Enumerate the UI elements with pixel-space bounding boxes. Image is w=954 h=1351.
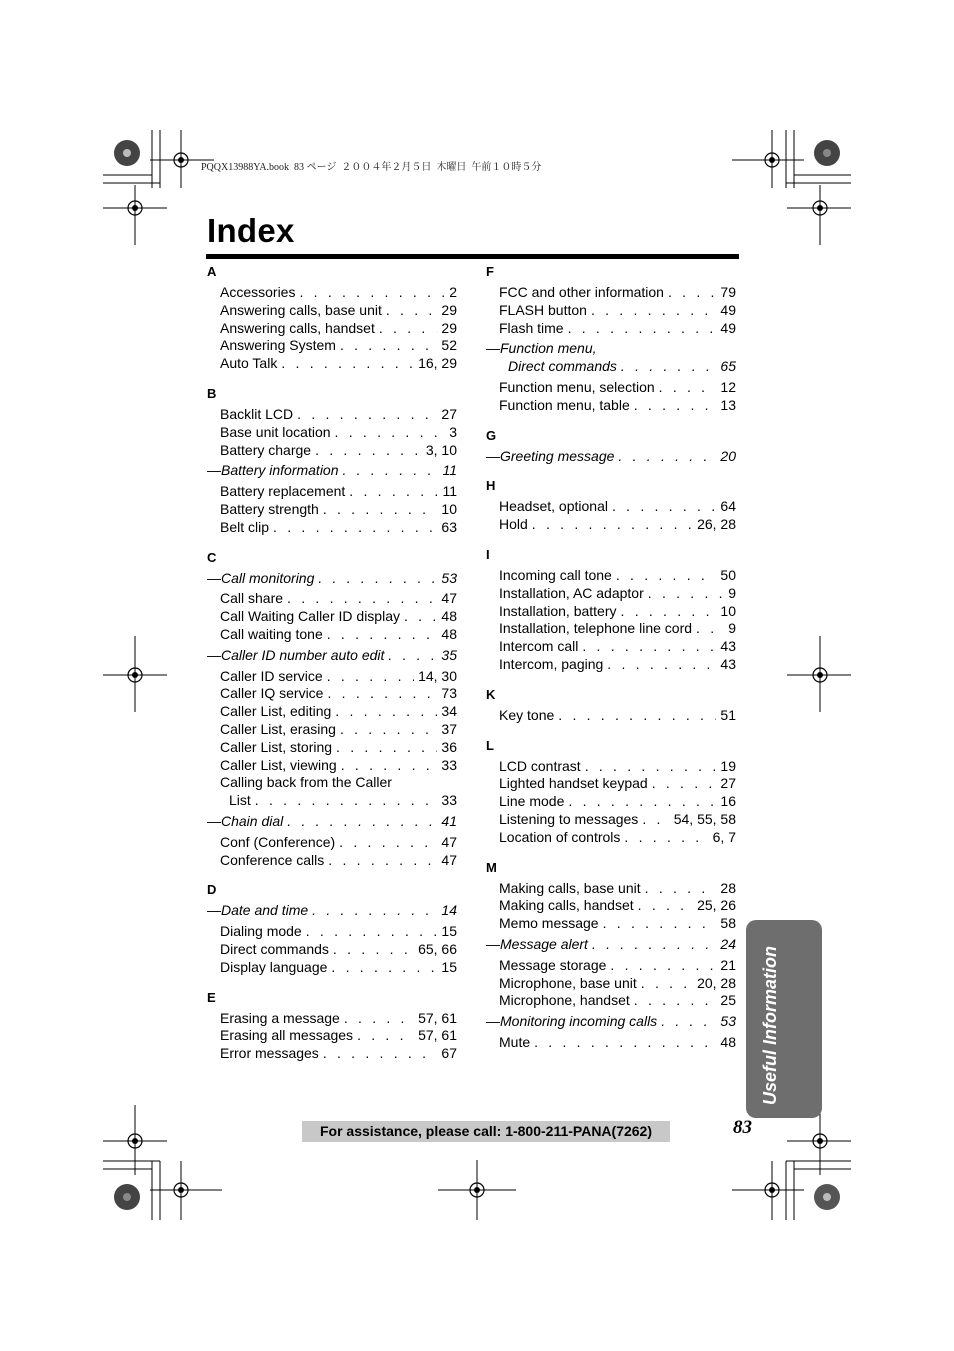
index-entry-pages: 14 (441, 902, 457, 919)
index-entry (207, 941, 457, 959)
index-entry-label: Lighted handset keypad (499, 775, 648, 792)
index-entry (486, 567, 736, 585)
dot-leader (327, 626, 438, 644)
index-entry (207, 792, 457, 810)
index-group (207, 263, 457, 373)
index-entry (486, 957, 736, 975)
index-entry-label: Auto Talk (220, 355, 278, 372)
index-entry-label: Call Waiting Caller ID display (220, 608, 400, 625)
dot-leader (621, 603, 717, 621)
index-group (486, 427, 736, 466)
index-entry (207, 902, 457, 920)
index-entry-pages: 6, 7 (712, 828, 736, 845)
index-entry (207, 1027, 457, 1045)
index-entry-pages: 48 (441, 608, 457, 625)
index-group (207, 881, 457, 976)
index-entry-pages: 25, 26 (697, 897, 736, 914)
dot-leader (281, 355, 414, 373)
index-entry-pages: 20, 28 (697, 974, 736, 991)
dot-leader (585, 758, 717, 776)
index-entry (207, 668, 457, 686)
index-entry (486, 1034, 736, 1052)
index-entry (486, 897, 736, 915)
dot-leader (327, 668, 414, 686)
index-group (486, 737, 736, 847)
dot-leader (568, 793, 716, 811)
index-entry-label: Accessories (220, 284, 296, 300)
index-letter-heading: A (207, 264, 217, 279)
index-entry-label: Function menu, selection (499, 378, 655, 395)
dot-leader (634, 397, 717, 415)
index-entry-label: Backlit LCD (220, 405, 294, 422)
dot-leader (642, 811, 669, 829)
index-entry-pages: 47 (441, 590, 457, 607)
index-entry (207, 703, 457, 721)
index-entry-label: FCC and other information (499, 284, 664, 300)
index-entry-label: Call waiting tone (220, 625, 323, 642)
index-entry (207, 442, 457, 460)
index-entry-pages: 41 (441, 812, 457, 829)
dot-leader (340, 721, 437, 739)
index-entry-pages: 57, 61 (418, 1027, 457, 1044)
index-entry (486, 620, 736, 638)
index-entry-pages: 25 (720, 992, 736, 1009)
index-entry-label: Making calls, handset (499, 897, 634, 914)
dot-leader (328, 852, 437, 870)
index-entry-label: Installation, AC adaptor (499, 584, 644, 601)
index-entry-label: Belt clip (220, 518, 270, 535)
index-entry-label: Erasing a message (220, 1009, 340, 1026)
dot-leader (357, 1027, 414, 1045)
index-entry (207, 570, 457, 588)
print-slug: PQQX13988YA.book 83 ページ ２００４年２月５日 木曜日 午前１０時５分 (201, 162, 542, 173)
index-letter-heading: I (486, 546, 490, 562)
index-entry-label: Location of controls (499, 828, 621, 845)
index-entry (486, 829, 736, 847)
index-entry (207, 757, 457, 775)
index-entry-pages: 79 (720, 284, 736, 300)
index-entry-label: FLASH button (499, 301, 587, 318)
dot-leader (618, 448, 716, 466)
index-entry-label: Caller List, storing (220, 738, 333, 755)
index-entry (486, 793, 736, 811)
index-entry-label: Headset, optional (499, 498, 608, 515)
index-entry-pages: 24 (720, 935, 736, 952)
dot-leader (327, 685, 437, 703)
index-entry (486, 975, 736, 993)
index-entry-pages: 73 (441, 685, 457, 702)
dot-leader (534, 1034, 716, 1052)
title-rule (206, 254, 739, 259)
index-entry-pages: 11 (442, 483, 457, 500)
index-entry (207, 424, 457, 442)
index-entry (207, 337, 457, 355)
index-entry (207, 1010, 457, 1028)
dot-leader (532, 516, 693, 534)
index-entry-label: Erasing all messages (220, 1027, 354, 1044)
index-entry-label: Caller List, editing (220, 703, 332, 720)
dot-leader (568, 320, 717, 338)
index-entry-pages: 37 (441, 720, 457, 737)
index-entry (207, 774, 457, 792)
index-entry-pages: 34 (441, 703, 457, 720)
index-entry-pages: 9 (728, 620, 736, 637)
dot-leader (558, 707, 716, 725)
index-entry-pages: 49 (720, 301, 736, 318)
index-entry (486, 915, 736, 933)
index-letter-heading: F (486, 264, 494, 279)
index-group (207, 385, 457, 537)
dot-leader (621, 358, 717, 376)
dot-leader (388, 647, 437, 665)
index-entry-label: Function menu, table (499, 396, 630, 413)
index-entry-label: — Caller ID number auto edit (207, 647, 384, 665)
index-entry (486, 936, 736, 954)
index-entry (486, 638, 736, 656)
index-entry-label: Conference calls (220, 851, 325, 868)
index-group (486, 263, 736, 415)
index-entry-pages: 53 (720, 1013, 736, 1030)
dot-leader (299, 284, 445, 302)
index-entry (486, 1013, 736, 1031)
index-entry-pages: 29 (441, 319, 457, 336)
index-entry-pages: 48 (441, 625, 457, 642)
index-entry (207, 685, 457, 703)
index-entry-label: Conf (Conference) (220, 833, 336, 850)
index-entry-label: Battery charge (220, 441, 312, 458)
index-entry-label: Caller ID service (220, 667, 323, 684)
index-entry (486, 656, 736, 674)
index-entry-pages: 65 (720, 358, 736, 375)
index-entry-pages: 64 (720, 498, 736, 515)
dot-leader (287, 590, 437, 608)
index-entry-pages: 67 (441, 1045, 457, 1062)
index-entry-label: Direct commands (220, 940, 329, 957)
index-entry (207, 852, 457, 870)
section-side-tab-label: Useful Information (760, 945, 780, 1105)
index-entry-pages: 50 (720, 566, 736, 583)
dot-leader (344, 1010, 414, 1028)
index-entry-label: LCD contrast (499, 757, 581, 774)
index-entry-label: Caller List, viewing (220, 756, 337, 773)
index-entry (207, 501, 457, 519)
index-entry-label: Flash time (499, 319, 564, 336)
index-entry-pages: 36 (441, 738, 457, 755)
index-entry-label: — Greeting message (486, 448, 614, 466)
index-entry-label: Battery replacement (220, 483, 346, 500)
index-entry-label: — Monitoring incoming calls (486, 1013, 657, 1031)
index-entry-pages: 53 (441, 569, 457, 586)
index-entry (207, 834, 457, 852)
dot-leader (610, 957, 716, 975)
index-entry-label: Direct commands (508, 358, 617, 375)
index-letter-heading: G (486, 427, 497, 443)
index-entry-pages: 47 (441, 851, 457, 868)
index-entry-label: Battery strength (220, 500, 319, 517)
index-entry-label: Making calls, base unit (499, 879, 641, 896)
dot-leader (297, 406, 437, 424)
dot-leader (661, 1013, 716, 1031)
index-entry-label: Call share (220, 590, 284, 607)
dot-leader (386, 302, 438, 320)
index-entry-pages: 3, 10 (425, 441, 457, 458)
index-entry-pages: 48 (720, 1033, 736, 1050)
index-entry-label: List (229, 792, 251, 809)
index-letter-heading: D (207, 882, 217, 898)
index-entry-label: Hold (499, 516, 528, 533)
dot-leader (582, 638, 716, 656)
page-number: 83 (733, 1117, 752, 1138)
index-entry (486, 379, 736, 397)
index-group (486, 546, 736, 674)
dot-leader (592, 936, 716, 954)
index-entry-label: Answering calls, handset (220, 319, 375, 336)
index-entry-label: Dialing mode (220, 923, 302, 940)
index-entry-pages: 43 (720, 655, 736, 672)
dot-leader (668, 284, 716, 302)
index-entry (486, 811, 736, 829)
dot-leader (323, 501, 438, 519)
index-letter-heading: K (486, 686, 496, 702)
dot-leader (340, 337, 437, 355)
dot-leader (616, 567, 717, 585)
index-entry-pages: 43 (720, 638, 736, 655)
index-letter-heading: B (207, 385, 217, 401)
index-entry (486, 340, 736, 358)
index-entry (486, 448, 736, 466)
index-entry-pages: 13 (720, 396, 736, 413)
dot-leader (341, 757, 438, 775)
index-entry (207, 813, 457, 831)
index-entry-pages: 16, 29 (418, 355, 457, 372)
index-entry (207, 406, 457, 424)
index-entry (486, 707, 736, 725)
index-entry-label: Error messages (220, 1045, 319, 1062)
index-entry (486, 603, 736, 621)
index-entry-label: — Battery information (207, 462, 339, 480)
index-entry (486, 302, 736, 320)
index-entry-label: Caller IQ service (220, 685, 324, 702)
index-entry-pages: 11 (442, 462, 457, 479)
assistance-text: For assistance, please call: 1-800-211-PANA(7262) (319, 1123, 653, 1139)
index-entry (207, 320, 457, 338)
index-entry-label: Caller List, erasing (220, 720, 336, 737)
index-entry (207, 626, 457, 644)
dot-leader (312, 902, 437, 920)
index-entry-pages: 65, 66 (418, 940, 457, 957)
dot-leader (287, 813, 437, 831)
index-entry (207, 519, 457, 537)
dot-leader (331, 959, 437, 977)
index-entry-label: Message storage (499, 956, 607, 973)
index-entry-label: Listening to messages (499, 810, 639, 827)
dot-leader (315, 442, 422, 460)
dot-leader (634, 992, 717, 1010)
index-entry (486, 498, 736, 516)
index-entry (486, 397, 736, 415)
index-entry-label: Answering calls, base unit (220, 301, 382, 318)
index-entry-pages: 51 (720, 706, 736, 723)
index-entry (486, 320, 736, 338)
index-entry-label: — Date and time (207, 902, 308, 920)
index-entry (207, 959, 457, 977)
dot-leader (645, 880, 717, 898)
index-entry-pages: 27 (720, 775, 736, 792)
index-entry-pages: 3 (449, 423, 457, 440)
index-entry-pages: 28 (720, 879, 736, 896)
dot-leader (255, 792, 438, 810)
index-entry-pages: 10 (441, 500, 457, 517)
index-entry-label: Display language (220, 958, 328, 975)
index-entry-label: — Call monitoring (207, 570, 314, 588)
index-entry-label: — Chain dial (207, 813, 283, 831)
index-entry-pages: 52 (441, 337, 457, 354)
index-group (486, 686, 736, 725)
index-entry-label: — Function menu, (486, 340, 597, 356)
index-entry-pages: 9 (728, 584, 736, 601)
dot-leader (696, 620, 724, 638)
index-entry (207, 721, 457, 739)
section-side-tab (746, 920, 822, 1118)
index-entry-label: Mute (499, 1033, 531, 1050)
index-entry-label: Answering System (220, 337, 336, 354)
index-entry-pages: 26, 28 (697, 516, 736, 533)
index-entry (486, 284, 736, 302)
index-column-right (486, 263, 736, 1064)
dot-leader (607, 656, 716, 674)
dot-leader (659, 379, 717, 397)
index-entry-label: — Message alert (486, 936, 588, 954)
index-entry (486, 585, 736, 603)
dot-leader (379, 320, 438, 338)
index-entry (486, 358, 736, 376)
index-letter-heading: L (486, 737, 494, 753)
index-entry-label: Installation, telephone line cord (499, 620, 693, 637)
index-entry-label: Microphone, base unit (499, 974, 637, 991)
dot-leader (641, 975, 693, 993)
dot-leader (591, 302, 716, 320)
index-entry-pages: 2 (449, 284, 457, 300)
dot-leader (652, 775, 717, 793)
index-entry (486, 516, 736, 534)
index-entry (486, 775, 736, 793)
index-entry-pages: 21 (720, 956, 736, 973)
index-group (207, 549, 457, 870)
index-column-left (207, 263, 457, 1075)
dot-leader (336, 739, 437, 757)
page-title: Index (207, 212, 295, 249)
index-entry-pages: 16 (720, 793, 736, 810)
index-entry (207, 590, 457, 608)
index-entry (486, 758, 736, 776)
index-entry-pages: 15 (441, 958, 457, 975)
index-group (207, 989, 457, 1063)
index-group (486, 859, 736, 1052)
index-entry (207, 462, 457, 480)
index-entry-pages: 14, 30 (418, 667, 457, 684)
index-letter-heading: H (486, 478, 496, 494)
index-entry-pages: 27 (441, 405, 457, 422)
dot-leader (612, 498, 716, 516)
index-entry (486, 992, 736, 1010)
index-entry-label: Installation, battery (499, 602, 617, 619)
dot-leader (333, 941, 414, 959)
index-entry-pages: 29 (441, 301, 457, 318)
dot-leader (343, 462, 439, 480)
index-entry-label: Key tone (499, 706, 555, 723)
index-entry-pages: 47 (441, 833, 457, 850)
index-entry-pages: 20 (720, 447, 736, 464)
index-entry-pages: 35 (441, 646, 457, 663)
index-letter-heading: E (207, 989, 216, 1005)
index-entry-label: Base unit location (220, 423, 331, 440)
index-entry-pages: 19 (720, 757, 736, 774)
index-entry (207, 284, 457, 302)
index-entry-label: Intercom call (499, 638, 579, 655)
dot-leader (638, 897, 693, 915)
index-entry (207, 1045, 457, 1063)
index-entry-pages: 12 (720, 378, 736, 395)
index-entry-pages: 63 (441, 518, 457, 535)
index-entry-pages: 49 (720, 319, 736, 336)
index-letter-heading: C (207, 549, 217, 565)
index-entry (207, 739, 457, 757)
dot-leader (335, 703, 437, 721)
index-entry (207, 302, 457, 320)
index-entry-pages: 58 (720, 915, 736, 932)
index-entry (207, 923, 457, 941)
index-letter-heading: M (486, 859, 497, 875)
dot-leader (624, 829, 708, 847)
dot-leader (335, 424, 446, 442)
index-entry (207, 647, 457, 665)
index-entry-pages: 15 (441, 923, 457, 940)
index-entry-label: Memo message (499, 915, 599, 932)
index-entry-label: Intercom, paging (499, 655, 604, 672)
index-entry-label: Line mode (499, 793, 565, 810)
dot-leader (349, 483, 438, 501)
index-group (486, 477, 736, 534)
dot-leader (404, 608, 437, 626)
index-entry (207, 483, 457, 501)
index-entry-label: Incoming call tone (499, 566, 612, 583)
dot-leader (273, 519, 437, 537)
index-entry (486, 880, 736, 898)
index-entry-pages: 33 (441, 756, 457, 773)
index-entry (207, 608, 457, 626)
dot-leader (648, 585, 724, 603)
dot-leader (306, 923, 438, 941)
index-entry-pages: 33 (441, 792, 457, 809)
dot-leader (318, 570, 437, 588)
index-entry-label: Microphone, handset (499, 992, 630, 1009)
dot-leader (603, 915, 717, 933)
index-entry-pages: 54, 55, 58 (673, 810, 736, 827)
index-entry-pages: 57, 61 (418, 1009, 457, 1026)
index-entry-pages: 10 (720, 602, 736, 619)
index-entry-label: Calling back from the Caller (220, 774, 392, 791)
dot-leader (323, 1045, 438, 1063)
dot-leader (339, 834, 437, 852)
index-entry (207, 355, 457, 373)
